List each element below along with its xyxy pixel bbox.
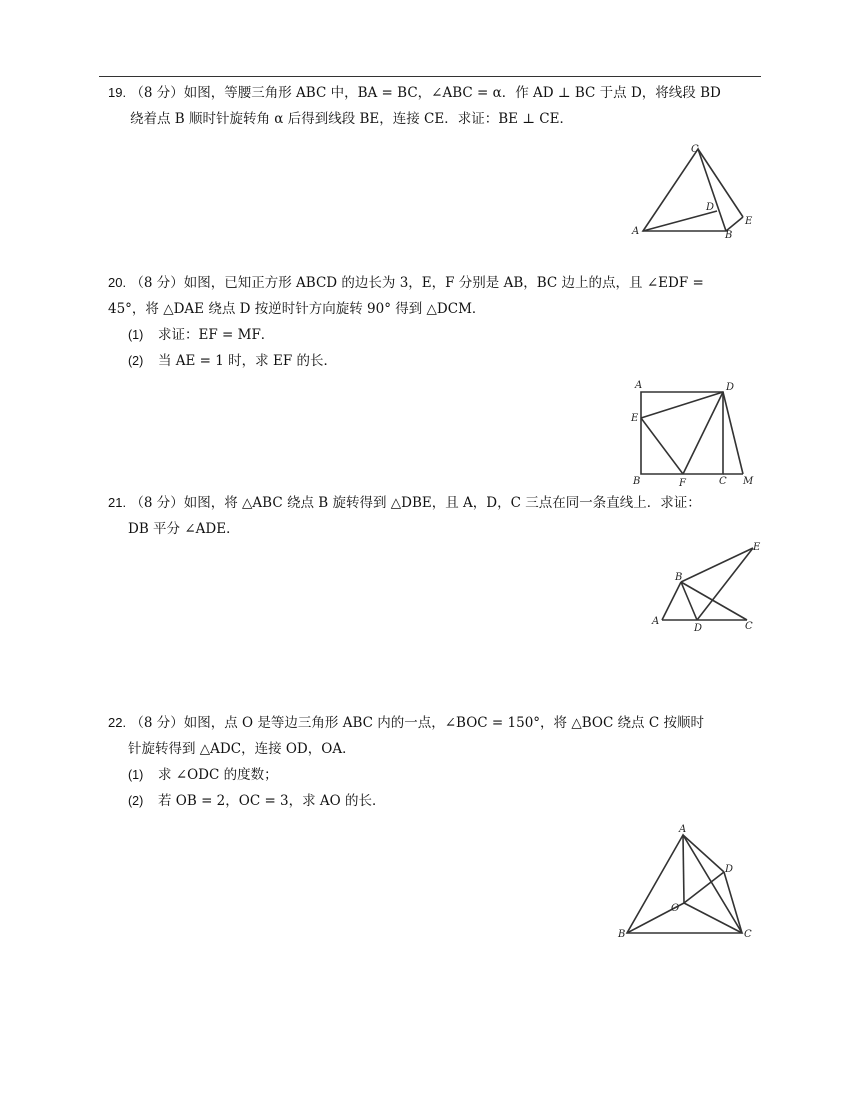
figure-20 [625, 378, 765, 488]
segment-ef [641, 418, 683, 474]
segment-ce [698, 149, 743, 217]
triangle-abc [643, 149, 726, 231]
label-e: E [745, 216, 753, 227]
question-text: （8 分）如图，已知正方形 ABCD 的边长为 3，E，F 分别是 AB，BC 边上的点，且 ∠EDF = [130, 275, 704, 291]
label-b: B [725, 230, 733, 241]
segment-ab [662, 582, 681, 620]
question-19-line1 [108, 84, 721, 102]
label-c: C [744, 929, 752, 940]
question-text: （8 分）如图，点 O 是等边三角形 ABC 内的一点，∠BOC = 150°，将 △BOC 绕点 C 按顺时 [130, 715, 704, 731]
label-d: D [694, 623, 703, 634]
segment-df [683, 392, 723, 474]
label-d: D [706, 202, 715, 213]
label-c: C [719, 476, 727, 487]
label-c: C [691, 144, 699, 155]
question-21-line1 [108, 494, 701, 512]
segment-ao [683, 835, 684, 903]
question-number: 20. [108, 275, 127, 290]
figure-21 [645, 538, 770, 633]
label-c: C [745, 621, 753, 632]
label-b: B [675, 572, 683, 583]
segment-dc [724, 872, 742, 933]
question-22-part1 [128, 766, 278, 784]
question-20-part2 [128, 352, 337, 370]
label-a: A [632, 226, 640, 237]
label-a: A [635, 380, 643, 391]
label-a: A [679, 824, 687, 835]
segment-dm [723, 392, 743, 474]
segment-bc [681, 582, 747, 620]
question-text: （8 分）如图，将 △ABC 绕点 B 旋转得到 △DBE，且 A，D，C 三点在同一条直线上．求证： [130, 495, 701, 511]
label-b: B [633, 476, 641, 487]
label-e: E [631, 413, 639, 424]
part-index: (2) [128, 794, 144, 808]
question-20-part1 [128, 326, 274, 344]
question-21-line2: DB 平分 ∠ADE． [128, 521, 240, 537]
label-e: E [753, 542, 761, 553]
part-text: 当 AE = 1 时，求 EF 的长． [158, 353, 337, 369]
segment-od [684, 872, 724, 903]
segment-be [681, 548, 753, 582]
label-d: D [725, 864, 734, 875]
label-f: F [679, 478, 686, 489]
question-number: 19. [108, 85, 127, 100]
question-20-line2: 45°，将 △DAE 绕点 D 按逆时针方向旋转 90° 得到 △DCM． [108, 301, 486, 317]
segment-de [641, 392, 723, 418]
figure-19 [620, 140, 770, 240]
segment-ad [683, 835, 724, 872]
question-22-line1 [108, 714, 704, 732]
question-number: 22. [108, 715, 127, 730]
question-22-part2 [128, 792, 386, 810]
label-d: D [726, 382, 735, 393]
question-number: 21. [108, 495, 127, 510]
segment-de [697, 548, 753, 620]
part-text: 若 OB = 2，OC = 3，求 AO 的长． [158, 793, 386, 809]
question-text: （8 分）如图，等腰三角形 ABC 中，BA = BC，∠ABC = α．作 AD ⊥ BC 于点 D，将线段 BD [130, 85, 721, 101]
segment-be [726, 217, 743, 231]
label-m: M [743, 476, 754, 487]
question-19-line2: 绕着点 B 顺时针旋转角 α 后得到线段 BE，连接 CE．求证：BE ⊥ CE． [130, 111, 573, 127]
question-22-line2: 针旋转得到 △ADC，连接 OD，OA． [128, 741, 356, 757]
header-rule [99, 76, 761, 77]
part-index: (2) [128, 354, 144, 368]
label-b: B [618, 929, 626, 940]
question-20-line1 [108, 274, 704, 292]
label-a: A [652, 616, 660, 627]
part-text: 求证：EF = MF． [158, 327, 275, 343]
part-index: (1) [128, 328, 144, 342]
segment-bd [681, 582, 697, 620]
label-o: O [671, 903, 680, 914]
part-index: (1) [128, 768, 144, 782]
part-text: 求 ∠ODC 的度数； [158, 767, 278, 783]
figure-22 [612, 822, 762, 947]
